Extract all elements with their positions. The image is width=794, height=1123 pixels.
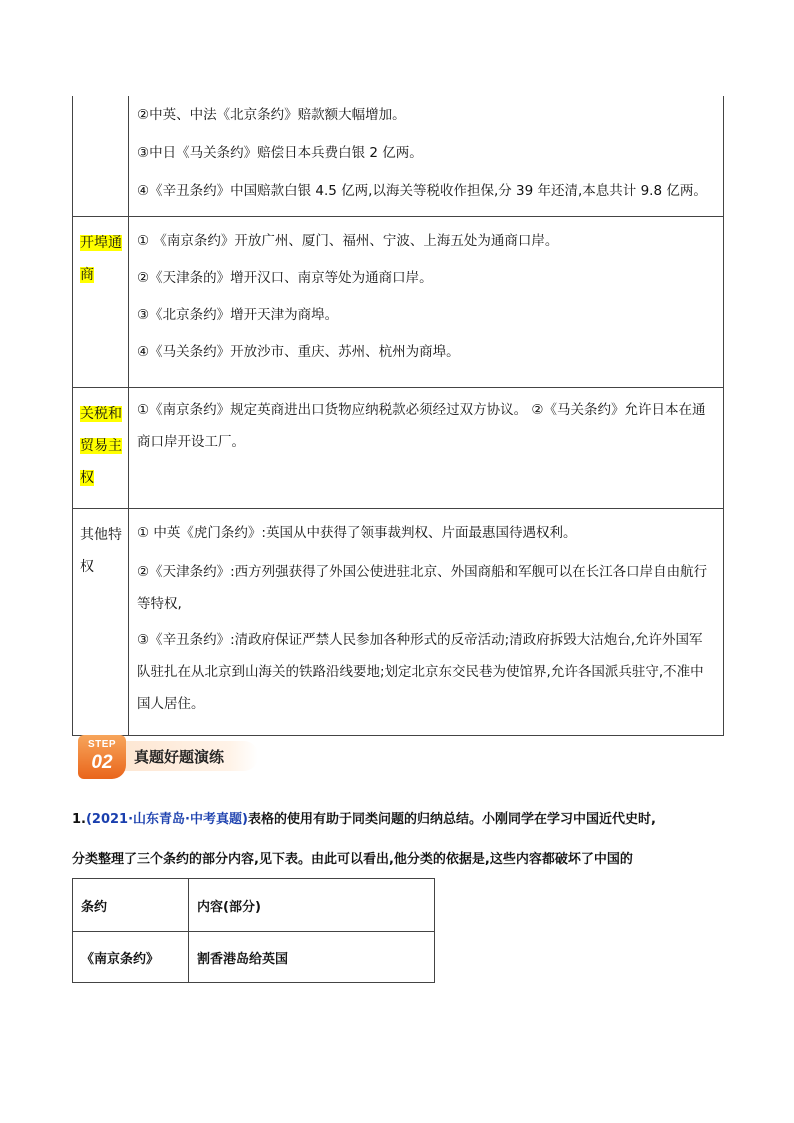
list-item: ① 中英《虎门条约》:英国从中获得了领事裁判权、片面最惠国待遇权利。 xyxy=(137,525,577,541)
list-item: ④《马关条约》开放沙市、重庆、苏州、杭州为商埠。 xyxy=(137,344,460,360)
list-item: ②《天津条约》:西方列强获得了外国公使进驻北京、外国商船和军舰可以在长江各口岸自由航行等特权, xyxy=(137,564,708,612)
list-item: ③《辛丑条约》:清政府保证严禁人民参加各种形式的反帝活动;清政府拆毁大沽炮台,允许外国军队驻扎在从北京到山海关的铁路沿线要地;划定北京东交民巷为使馆界,允许各国派兵驻守,不准中国人居住。 xyxy=(137,632,704,712)
question-line-1 xyxy=(72,808,656,827)
column-header: 条约 xyxy=(73,879,189,932)
content-cell xyxy=(129,217,724,388)
list-item: ①《南京条约》规定英商进出口货物应纳税款必须经过双方协议。 ②《马关条约》允许日本在通商口岸开设工厂。 xyxy=(137,402,706,450)
list-item: ① 《南京条约》开放广州、厦门、福州、宁波、上海五处为通商口岸。 xyxy=(137,233,559,249)
list-item: ②中英、中法《北京条约》赔款额大幅增加。 xyxy=(137,107,406,123)
list-item: ②《天津条的》增开汉口、南京等处为通商口岸。 xyxy=(137,270,433,286)
list-item: ④《辛丑条约》中国赔款白银 4.5 亿两,以海关等税收作担保,分 39 年还清,本息共计 9.8 亿两。 xyxy=(137,183,707,199)
category-cell xyxy=(73,509,129,736)
table-row-tariff xyxy=(73,388,724,509)
table-cell: 割香港岛给英国 xyxy=(189,932,435,983)
table-row-other-privileges xyxy=(73,509,724,736)
column-header: 内容(部分) xyxy=(189,879,435,932)
section-banner xyxy=(78,735,258,781)
table-row-indemnity-continued xyxy=(73,96,724,217)
category-cell-empty xyxy=(73,96,129,217)
table-row-port-opening xyxy=(73,217,724,388)
treaty-summary-table xyxy=(72,96,724,736)
step-word: STEP xyxy=(87,739,117,750)
step-badge-icon xyxy=(78,735,126,779)
section-title: 真题好题演练 xyxy=(134,748,225,766)
question-number: 1. xyxy=(72,812,86,827)
table-cell: 《南京条约》 xyxy=(73,932,189,983)
category-cell xyxy=(73,388,129,509)
content-cell xyxy=(129,96,724,217)
content-cell xyxy=(129,388,724,509)
question-text: 表格的使用有助于同类问题的归纳总结。小刚同学在学习中国近代史时, xyxy=(247,812,656,827)
question-table xyxy=(72,878,435,983)
table-row xyxy=(73,932,435,983)
step-number: 02 xyxy=(91,752,113,773)
category-label-other: 其他特权 xyxy=(80,527,122,575)
category-label-port: 开埠通商 xyxy=(80,235,122,283)
category-label-tariff: 关税和贸易主权 xyxy=(80,406,122,486)
category-cell xyxy=(73,217,129,388)
list-item: ③中日《马关条约》赔偿日本兵费白银 2 亿两。 xyxy=(137,145,423,161)
list-item: ③《北京条约》增开天津为商埠。 xyxy=(137,307,339,323)
question-source: (2021·山东青岛·中考真题) xyxy=(85,812,248,827)
content-cell xyxy=(129,509,724,736)
table-header-row xyxy=(73,879,435,932)
question-line-2: 分类整理了三个条约的部分内容,见下表。由此可以看出,他分类的依据是,这些内容都破坏了中国的 xyxy=(72,852,633,867)
